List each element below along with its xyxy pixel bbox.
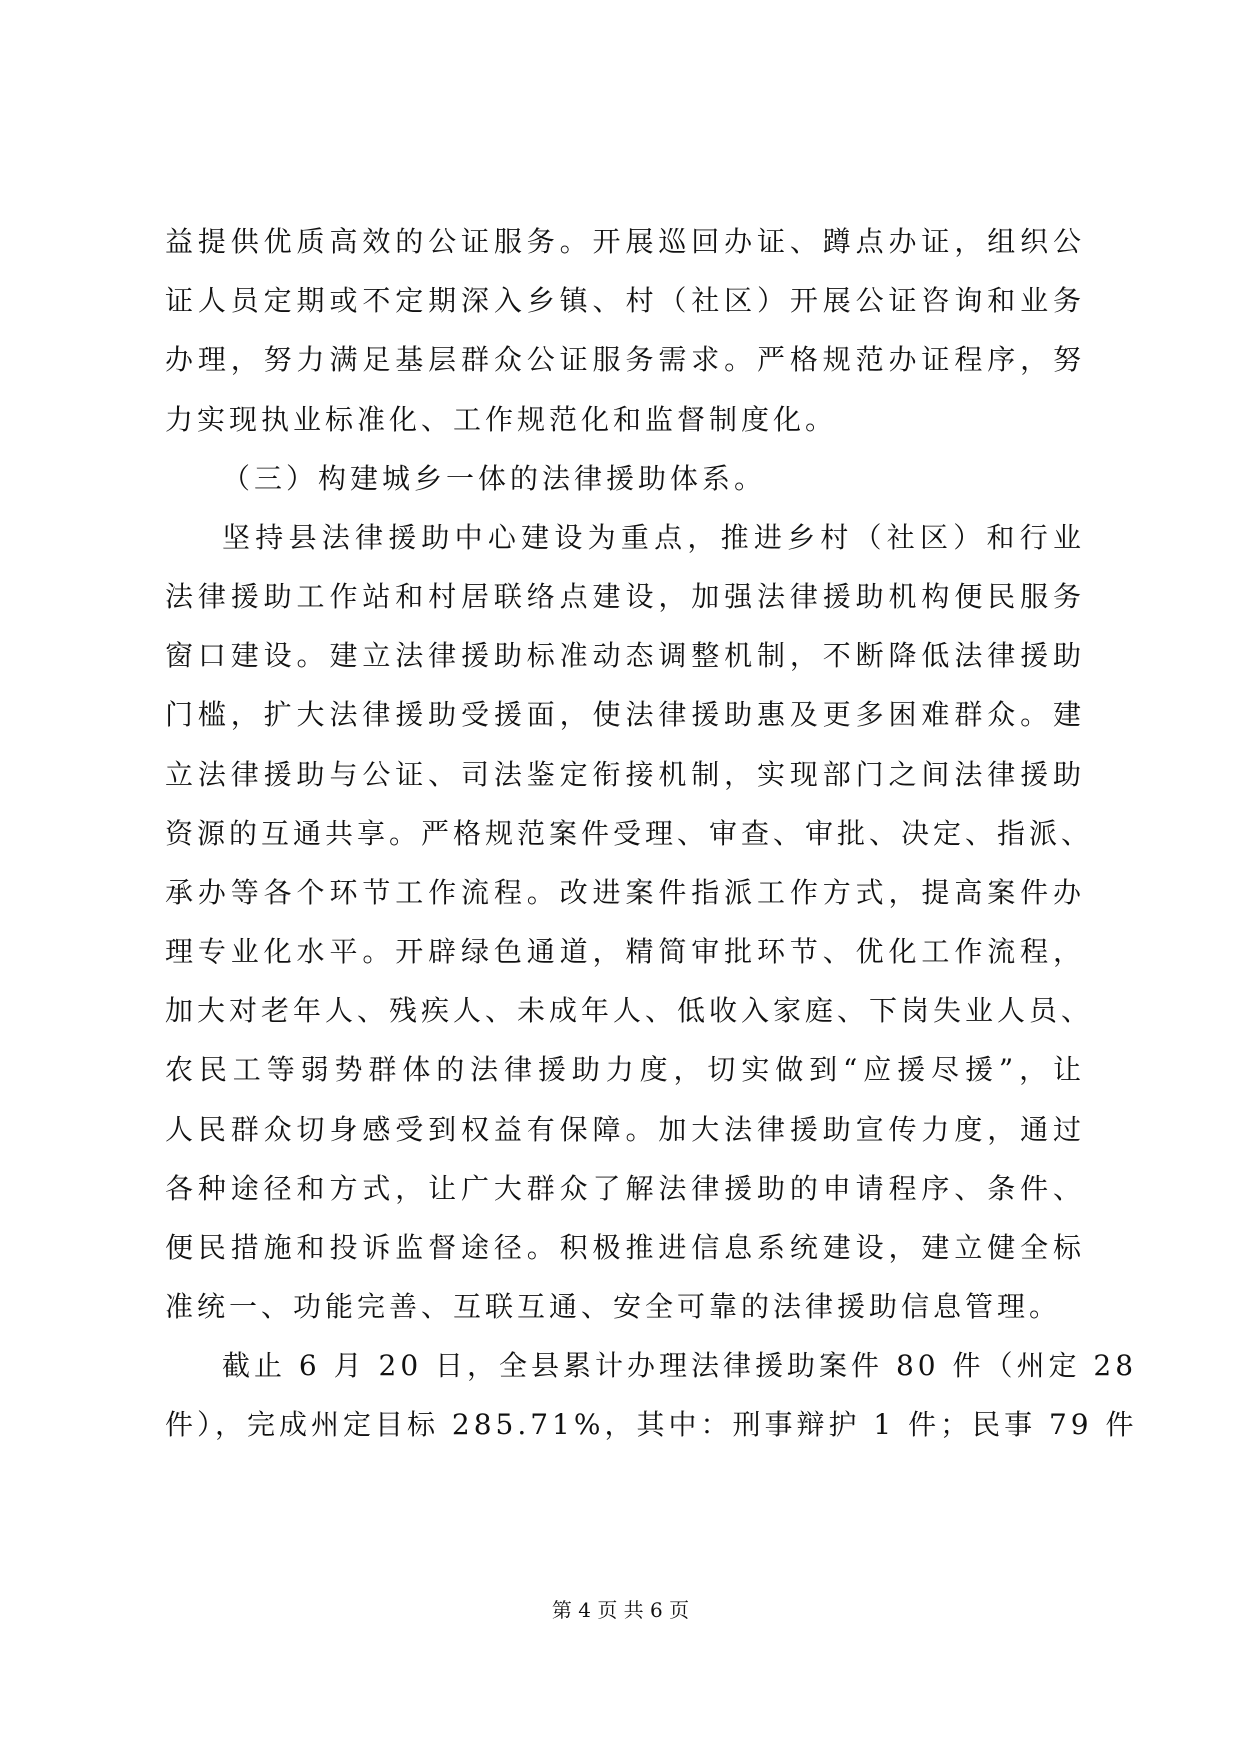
- paragraph-line: 理专业化水平。开辟绿色通道，精简审批环节、优化工作流程，: [165, 935, 1085, 968]
- paragraph-line: 坚持县法律援助中心建设为重点，推进乡村（社区）和行业: [222, 521, 1085, 554]
- paragraph-line: 门槛，扩大法律援助受援面，使法律援助惠及更多困难群众。建: [165, 698, 1085, 731]
- paragraph-line: 立法律援助与公证、司法鉴定衔接机制，实现部门之间法律援助: [165, 758, 1085, 791]
- page-number-footer: 第 4 页 共 6 页: [551, 1598, 690, 1622]
- paragraph-line: 便民措施和投诉监督途径。积极推进信息系统建设，建立健全标: [165, 1231, 1085, 1264]
- paragraph-line: 办理，努力满足基层群众公证服务需求。严格规范办证程序，努: [165, 343, 1085, 376]
- paragraph-line: 力实现执业标准化、工作规范化和监督制度化。: [165, 403, 838, 436]
- paragraph-line: 益提供优质高效的公证服务。开展巡回办证、蹲点办证，组织公: [165, 225, 1085, 258]
- paragraph-line: 各种途径和方式，让广大群众了解法律援助的申请程序、条件、: [165, 1172, 1085, 1205]
- section-heading: （三）构建城乡一体的法律援助体系。: [222, 462, 767, 495]
- paragraph-line: 准统一、功能完善、互联互通、安全可靠的法律援助信息管理。: [165, 1290, 1062, 1323]
- paragraph-line: 农民工等弱势群体的法律援助力度，切实做到“应援尽援”，让: [165, 1053, 1085, 1086]
- paragraph-line: 截止 6 月 20 日，全县累计办理法律援助案件 80 件（州定 28: [222, 1349, 1138, 1382]
- paragraph-line: 加大对老年人、残疾人、未成年人、低收入家庭、下岗失业人员、: [165, 994, 1094, 1027]
- paragraph-line: 资源的互通共享。严格规范案件受理、审查、审批、决定、指派、: [165, 817, 1094, 850]
- paragraph-line: 证人员定期或不定期深入乡镇、村（社区）开展公证咨询和业务: [165, 284, 1085, 317]
- paragraph-line: 法律援助工作站和村居联络点建设，加强法律援助机构便民服务: [165, 580, 1085, 613]
- paragraph-line: 承办等各个环节工作流程。改进案件指派工作方式，提高案件办: [165, 876, 1085, 909]
- paragraph-line: 人民群众切身感受到权益有保障。加大法律援助宣传力度，通过: [165, 1113, 1085, 1146]
- paragraph-line: 件），完成州定目标 285.71%，其中：刑事辩护 1 件；民事 79 件: [165, 1408, 1138, 1441]
- paragraph-line: 窗口建设。建立法律援助标准动态调整机制，不断降低法律援助: [165, 639, 1085, 672]
